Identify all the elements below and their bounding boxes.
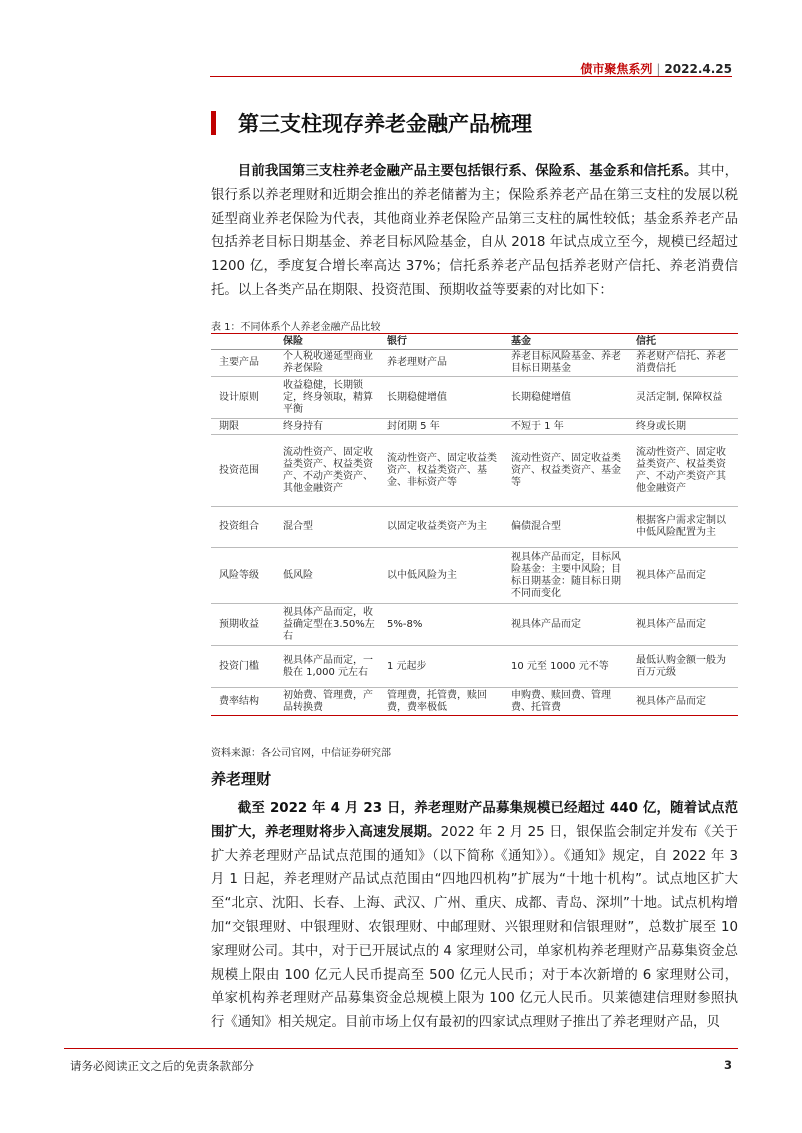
table-cell: 终身或长期 [632, 419, 738, 435]
table-row [211, 507, 738, 548]
table-cell: 低风险 [279, 548, 383, 604]
table-cell: 初始费、管理费，产品转换费 [279, 688, 383, 716]
table-row [211, 548, 738, 604]
table-cell: 5%-8% [383, 604, 507, 646]
table-cell: 视具体产品而定 [632, 548, 738, 604]
intro-lead: 目前我国第三支柱养老金融产品主要包括银行系、保险系、基金系和信托系。 [237, 164, 698, 179]
table-header-row [211, 334, 738, 350]
table-cell: 养老财产信托、养老消费信托 [632, 350, 738, 377]
row-label: 设计原则 [211, 377, 279, 419]
row-label: 预期收益 [211, 604, 279, 646]
header-rule [210, 76, 732, 77]
body-lead: 截至 2022 年 4 月 23 日，养老理财产品募集规模已经超过 440 亿，随着试点范围扩大，养老理财将步入高速发展期。 [211, 801, 738, 840]
table-cell: 视具体产品而定，一般在 1,000 元左右 [279, 646, 383, 688]
row-label: 费率结构 [211, 688, 279, 716]
intro-body: 其中，银行系以养老理财和近期会推出的养老储蓄为主；保险系养老产品在第三支柱的发展以税延型商业养老保险为代表，其他商业养老保险产品第三支柱的属性较低；基金系养老产品包括养老目标日期基金、养老目标风险基金，自从 2018 年试点成立至今，规模已经超过 1200 亿，季度复合增长率高达 37%；信托系养老产品包括养老财产信托、养老消费信托。以上各类产品在期限、投资范围、预期收益等要素的对比如下： [211, 164, 738, 298]
page-header [580, 60, 732, 77]
table-cell: 1 元起步 [383, 646, 507, 688]
table-row [211, 350, 738, 377]
table-cell: 10 元至 1000 元不等 [507, 646, 632, 688]
header-cell-insurance: 保险 [279, 334, 383, 350]
table-cell: 封闭期 5 年 [383, 419, 507, 435]
table-cell: 不短于 1 年 [507, 419, 632, 435]
header-cell-fund: 基金 [507, 334, 632, 350]
report-series: 债市聚焦系列 [580, 62, 653, 76]
table-cell: 收益稳健，长期锁定，终身领取，精算平衡 [279, 377, 383, 419]
table-cell: 申购费、赎回费、管理费、托管费 [507, 688, 632, 716]
row-label: 主要产品 [211, 350, 279, 377]
table-cell: 个人税收递延型商业养老保险 [279, 350, 383, 377]
table-cell: 混合型 [279, 507, 383, 548]
row-label: 期限 [211, 419, 279, 435]
table-cell: 灵活定制, 保障权益 [632, 377, 738, 419]
header-cell-trust: 信托 [632, 334, 738, 350]
table-cell: 视具体产品而定 [507, 604, 632, 646]
table-cell: 养老理财产品 [383, 350, 507, 377]
body-text: 2022 年 2 月 25 日，银保监会制定并发布《关于扩大养老理财产品试点范围的通知》（以下简称《通知》）。《通知》规定，自 2022 年 3 月 1 日起，养老理财产品试点范围由“四地四机构”扩展为“十地十机构”。试点地区扩大至“北京、沈阳、长春、上海、武汉、广州、重庆、成都、青岛、深圳”十地。试点机构增加“交银理财、中银理财、农银理财、中邮理财、兴银理财和信银理财”，总数扩展至 10 家理财公司。其中，对于已开展试点的 4 家理财公司，单家机构养老理财产品募集资金总规模上限由 100 亿元人民币提高至 500 亿元人民币；对于本次新增的 6 家理财公司，单家机构养老理财产品募集资金总规模上限为 100 亿元人民币。贝莱德建信理财参照执行《通知》相关规定。目前市场上仅有最初的四家试点理财子推出了养老理财产品，贝 [211, 824, 739, 1031]
row-label: 投资范围 [211, 435, 279, 507]
section-title-text: 第三支柱现存养老金融产品梳理 [238, 112, 532, 136]
table-caption: 表 1：不同体系个人养老金融产品比较 [211, 322, 381, 333]
table-row [211, 377, 738, 419]
table-cell: 以固定收益类资产为主 [383, 507, 507, 548]
subsection-title: 养老理财 [211, 770, 272, 788]
header-cell-bank: 银行 [383, 334, 507, 350]
table-cell: 流动性资产、固定收益类资产、权益类资产、不动产类资产、其他金融资产 [279, 435, 383, 507]
table-source: 资料来源：各公司官网，中信证券研究部 [211, 748, 391, 759]
table-row [211, 419, 738, 435]
table-cell: 流动性资产、固定收益类资产、权益类资产、不动产类资产其他金融资产 [632, 435, 738, 507]
table-cell: 最低认购金额一般为百万元级 [632, 646, 738, 688]
table-row [211, 688, 738, 716]
table-cell: 视具体产品而定，目标风险基金：主要中风险；目标日期基金：随目标日期不同而变化 [507, 548, 632, 604]
intro-paragraph [211, 160, 738, 303]
table-cell: 视具体产品而定，收益确定型在3.50%左右 [279, 604, 383, 646]
comparison-table [211, 333, 738, 716]
body-paragraph [211, 797, 738, 1035]
report-date: 2022.4.25 [664, 62, 732, 76]
table-cell: 视具体产品而定 [632, 688, 738, 716]
footer-disclaimer: 请务必阅读正文之后的免责条款部分 [70, 1059, 254, 1073]
table-cell: 流动性资产、固定收益类资产、权益类资产、基金、非标资产等 [383, 435, 507, 507]
row-label: 投资门槛 [211, 646, 279, 688]
table-cell: 养老目标风险基金、养老目标日期基金 [507, 350, 632, 377]
table-row [211, 604, 738, 646]
table-cell: 流动性资产、固定收益类资产、权益类资产、基金等 [507, 435, 632, 507]
header-cell-blank [211, 334, 279, 350]
table-cell: 以中低风险为主 [383, 548, 507, 604]
table-cell: 偏债混合型 [507, 507, 632, 548]
table-cell: 根据客户需求定制以中低风险配置为主 [632, 507, 738, 548]
footer-rule [64, 1048, 738, 1049]
row-label: 投资组合 [211, 507, 279, 548]
row-label: 风险等级 [211, 548, 279, 604]
table-cell: 管理费，托管费，赎回费，费率极低 [383, 688, 507, 716]
section-title-marker [211, 111, 216, 135]
section-title [211, 110, 532, 136]
table-cell: 终身持有 [279, 419, 383, 435]
table-row [211, 646, 738, 688]
page-number: 3 [723, 1058, 732, 1072]
header-separator: | [656, 62, 661, 76]
table-cell: 视具体产品而定 [632, 604, 738, 646]
table-row [211, 435, 738, 507]
table-cell: 长期稳健增值 [507, 377, 632, 419]
table-cell: 长期稳健增值 [383, 377, 507, 419]
